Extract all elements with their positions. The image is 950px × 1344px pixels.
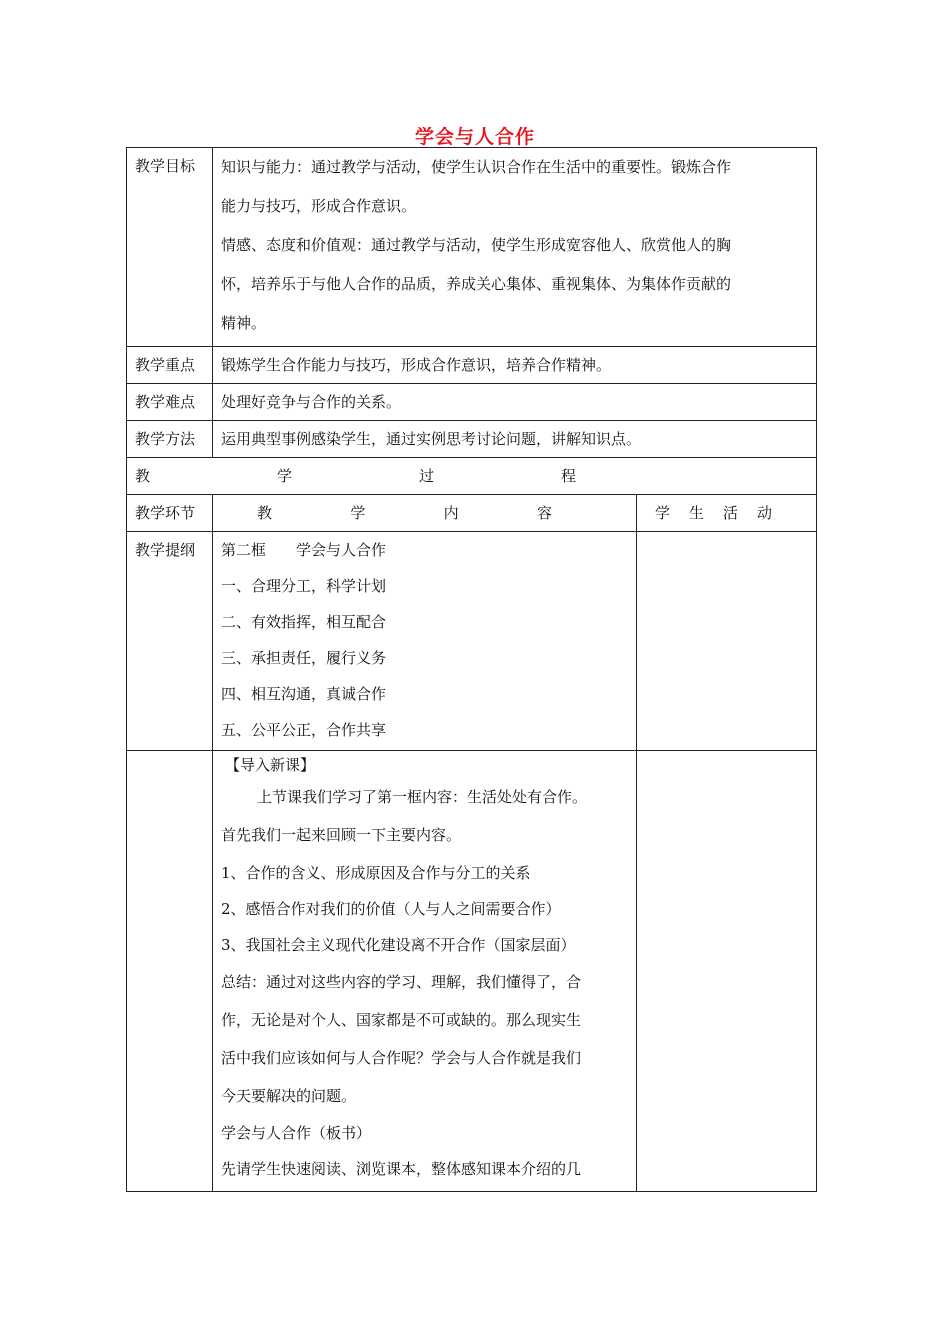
teaching-goal-content <box>213 148 817 347</box>
outline-student-activity <box>637 532 817 751</box>
goal-line: 怀，培养乐于与他人合作的品质，养成关心集体、重视集体、为集体作贡献的 <box>221 275 732 293</box>
intro-line: 先请学生快速阅读、浏览课本，整体感知课本介绍的几 <box>221 1160 582 1178</box>
teaching-key-label: 教学重点 <box>127 347 213 384</box>
row-teaching-outline <box>127 532 817 751</box>
row-teaching-key <box>127 347 817 384</box>
intro-list-item: 3、我国社会主义现代化建设离不开合作（国家层面） <box>221 936 576 954</box>
outline-item: 二、有效指挥，相互配合 <box>221 613 387 631</box>
goal-line: 精神。 <box>221 314 267 332</box>
outline-item: 一、合理分工，科学计划 <box>221 577 387 595</box>
intro-list-item: 2、感悟合作对我们的价值（人与人之间需要合作） <box>221 900 561 918</box>
outline-item: 四、相互沟通，真诚合作 <box>221 685 387 703</box>
teaching-process-heading: 教 学 过 程 <box>127 458 817 495</box>
goal-line: 知识与能力：通过教学与活动，使学生认识合作在生活中的重要性。锻炼合作 <box>221 158 732 176</box>
introduction-label <box>127 751 213 1192</box>
student-activity-header: 学 生 活 动 <box>637 495 817 532</box>
row-introduction <box>127 751 817 1192</box>
teaching-goal-label: 教学目标 <box>127 148 213 347</box>
intro-board-note: 学会与人合作（板书） <box>221 1124 372 1142</box>
row-teaching-goal <box>127 148 817 347</box>
row-column-header <box>127 495 817 532</box>
intro-list-item: 1、合作的含义、形成原因及合作与分工的关系 <box>221 864 531 882</box>
lesson-plan-table <box>126 147 817 1192</box>
row-teaching-difficulty <box>127 384 817 421</box>
row-teaching-process <box>127 458 817 495</box>
row-teaching-method <box>127 421 817 458</box>
intro-summary-line: 活中我们应该如何与人合作呢？学会与人合作就是我们 <box>221 1049 582 1067</box>
intro-heading: 【导入新课】 <box>225 756 316 774</box>
intro-summary-line: 作，无论是对个人、国家都是不可或缺的。那么现实生 <box>221 1011 582 1029</box>
teaching-outline-content <box>213 532 637 751</box>
teaching-key-content: 锻炼学生合作能力与技巧，形成合作意识，培养合作精神。 <box>213 347 817 384</box>
outline-item: 五、公平公正，合作共享 <box>221 721 387 739</box>
intro-paragraph: 上节课我们学习了第一框内容：生活处处有合作。 <box>257 788 588 806</box>
teaching-outline-label: 教学提纲 <box>127 532 213 751</box>
teaching-stage-label: 教学环节 <box>127 495 213 532</box>
introduction-student-activity <box>637 751 817 1192</box>
teaching-method-label: 教学方法 <box>127 421 213 458</box>
intro-summary-line: 今天要解决的问题。 <box>221 1087 357 1105</box>
introduction-content <box>213 751 637 1192</box>
intro-line: 首先我们一起来回顾一下主要内容。 <box>221 826 462 844</box>
teaching-method-content: 运用典型事例感染学生，通过实例思考讨论问题，讲解知识点。 <box>213 421 817 458</box>
teaching-content-header: 教 学 内 容 <box>213 495 637 532</box>
intro-summary-line: 总结：通过对这些内容的学习、理解，我们懂得了，合 <box>221 973 582 991</box>
goal-line: 能力与技巧，形成合作意识。 <box>221 197 417 215</box>
goal-line: 情感、态度和价值观：通过教学与活动，使学生形成宽容他人、欣赏他人的胸 <box>221 236 732 254</box>
outline-heading: 第二框 学会与人合作 <box>221 541 387 559</box>
outline-item: 三、承担责任，履行义务 <box>221 649 387 667</box>
teaching-difficulty-content: 处理好竞争与合作的关系。 <box>213 384 817 421</box>
teaching-difficulty-label: 教学难点 <box>127 384 213 421</box>
page-title: 学会与人合作 <box>414 126 535 148</box>
